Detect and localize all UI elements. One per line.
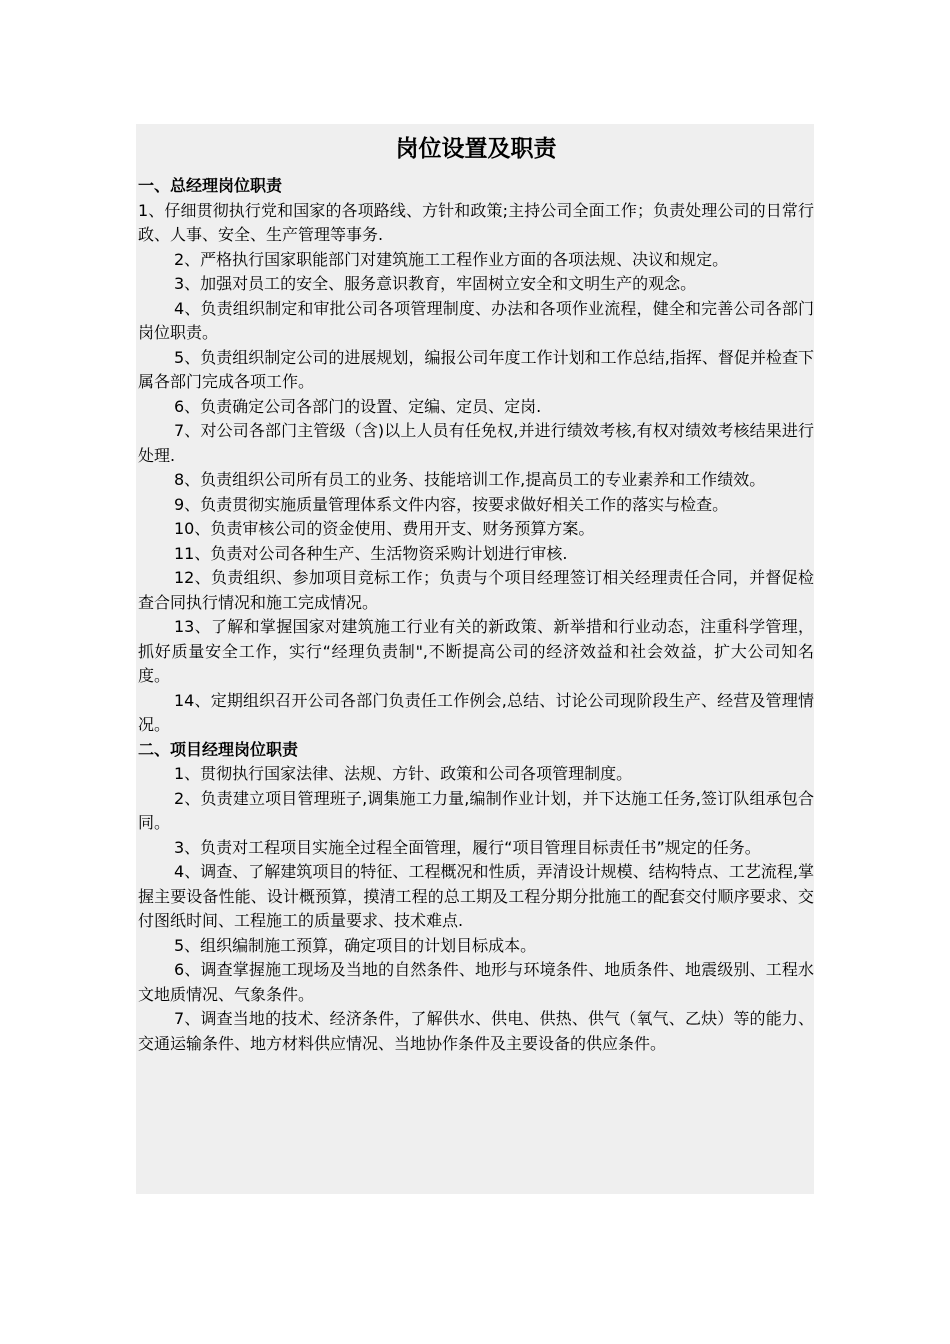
paragraph: 7、对公司各部门主管级（含)以上人员有任免权,并进行绩效考核,有权对绩效考核结果进行处理. (138, 421, 814, 465)
paragraph: 8、负责组织公司所有员工的业务、技能培训工作,提高员工的专业素养和工作绩效。 (174, 470, 766, 489)
paragraph: 11、负责对公司各种生产、生活物资采购计划进行审核. (174, 543, 568, 563)
section-heading: 二、项目经理岗位职责 (138, 739, 299, 759)
paragraph: 9、负责贯彻实施质量管理体系文件内容，按要求做好相关工作的落实与检查。 (174, 494, 729, 514)
section-heading: 一、总经理岗位职责 (138, 176, 283, 195)
paragraph: 12、负责组织、参加项目竞标工作；负责与个项目经理签订相关经理责任合同，并督促检查合同执行情况和施工完成情况。 (138, 568, 814, 612)
paragraph: 5、组织编制施工预算，确定项目的计划目标成本。 (174, 935, 537, 955)
document-title: 岗位设置及职责 (395, 135, 557, 162)
paragraph: 2、负责建立项目管理班子,调集施工力量,编制作业计划，并下达施工任务,签订队组承包合同。 (138, 788, 814, 832)
document-page (136, 124, 814, 1194)
paragraph: 5、负责组织制定公司的进展规划，编报公司年度工作计划和工作总结,指挥、督促并检查下属各部门完成各项工作。 (138, 347, 814, 391)
paragraph: 3、加强对员工的安全、服务意识教育，牢固树立安全和文明生产的观念。 (174, 274, 697, 293)
paragraph: 3、负责对工程项目实施全过程全面管理，履行“项目管理目标责任书”规定的任务。 (174, 837, 761, 857)
paragraph: 1、仔细贯彻执行党和国家的各项路线、方针和政策;主持公司全面工作；负责处理公司的日常行政、人事、安全、生产管理等事务. (138, 200, 814, 244)
paragraph: 14、定期组织召开公司各部门负责任工作例会,总结、讨论公司现阶段生产、经营及管理情况。 (138, 690, 814, 734)
paragraph: 10、负责审核公司的资金使用、费用开支、财务预算方案。 (174, 519, 595, 538)
paragraph: 13、了解和掌握国家对建筑施工行业有关的新政策、新举措和行业动态，注重科学管理，抓好质量安全工作，实行“经理负责制",不断提高公司的经济效益和社会效益，扩大公司知名度。 (138, 617, 814, 685)
paragraph: 4、负责组织制定和审批公司各项管理制度、办法和各项作业流程，健全和完善公司各部门岗位职责。 (138, 298, 814, 342)
paragraph: 1、贯彻执行国家法律、法规、方针、政策和公司各项管理制度。 (174, 764, 633, 783)
paragraph: 2、严格执行国家职能部门对建筑施工工程作业方面的各项法规、决议和规定。 (174, 249, 729, 269)
paragraph: 6、调查掌握施工现场及当地的自然条件、地形与环境条件、地质条件、地震级别、工程水文地质情况、气象条件。 (138, 960, 814, 1004)
paragraph: 6、负责确定公司各部门的设置、定编、定员、定岗. (174, 396, 542, 416)
paragraph: 4、调查、了解建筑项目的特征、工程概况和性质，弄清设计规模、结构特点、工艺流程,掌握主要设备性能、设计概预算，摸清工程的总工期及工程分期分批施工的配套交付顺序要求、交付图纸时间、工程施工的质量要求、技术难点. (138, 862, 814, 930)
section-general-manager (138, 174, 814, 738)
section-project-manager (138, 738, 814, 1057)
paragraph: 7、调查当地的技术、经济条件，了解供水、供电、供热、供气（氧气、乙炔）等的能力、交通运输条件、地方材料供应情况、当地协作条件及主要设备的供应条件。 (138, 1009, 814, 1053)
